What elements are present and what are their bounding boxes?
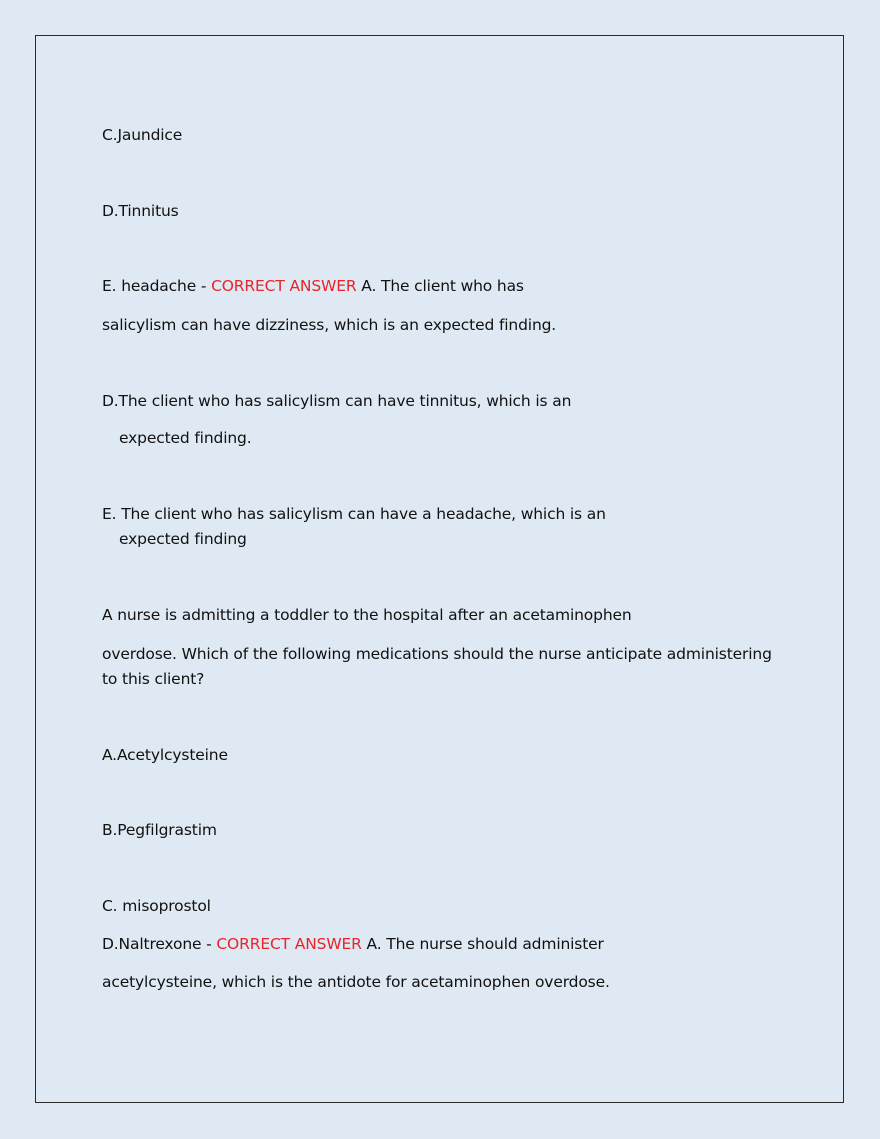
q1-option-e-text: E. headache - — [102, 277, 212, 295]
q1-rationale-e-line1: E. The client who has salicylism can have a headache, which is an — [102, 505, 606, 523]
q1-answer-line2: salicylism can have dizziness, which is an expected finding. — [102, 316, 557, 334]
q2-option-d-answer-line — [102, 932, 604, 957]
q1-correct-answer-label: CORRECT ANSWER — [211, 277, 357, 295]
q2-option-d-text: D.Naltrexone - — [102, 935, 217, 953]
q1-rationale-d-line1: D.The client who has salicylism can have tinnitus, which is an — [102, 392, 572, 410]
q2-answer-text: A. The nurse should administer — [361, 935, 604, 953]
q1-option-c: C.Jaundice — [102, 126, 183, 144]
q2-question-line2: overdose. Which of the following medications should the nurse anticipate administering — [102, 645, 772, 663]
q2-correct-answer-label: CORRECT ANSWER — [216, 935, 362, 953]
q2-answer-line2: acetylcysteine, which is the antidote for acetaminophen overdose. — [102, 973, 610, 991]
q2-question-line1: A nurse is admitting a toddler to the hospital after an acetaminophen — [102, 606, 632, 624]
q2-option-a: A.Acetylcysteine — [102, 746, 228, 764]
q2-option-c: C. misoprostol — [102, 897, 211, 915]
q1-rationale-d-line2: expected finding. — [119, 429, 252, 447]
q1-option-d: D.Tinnitus — [102, 202, 179, 220]
q1-option-e-answer-line — [102, 274, 524, 299]
q1-rationale-e-line2: expected finding — [119, 530, 247, 548]
q1-answer-text: A. The client who has — [356, 277, 524, 295]
q2-option-b: B.Pegfilgrastim — [102, 821, 217, 839]
q2-question-line3: to this client? — [102, 670, 205, 688]
